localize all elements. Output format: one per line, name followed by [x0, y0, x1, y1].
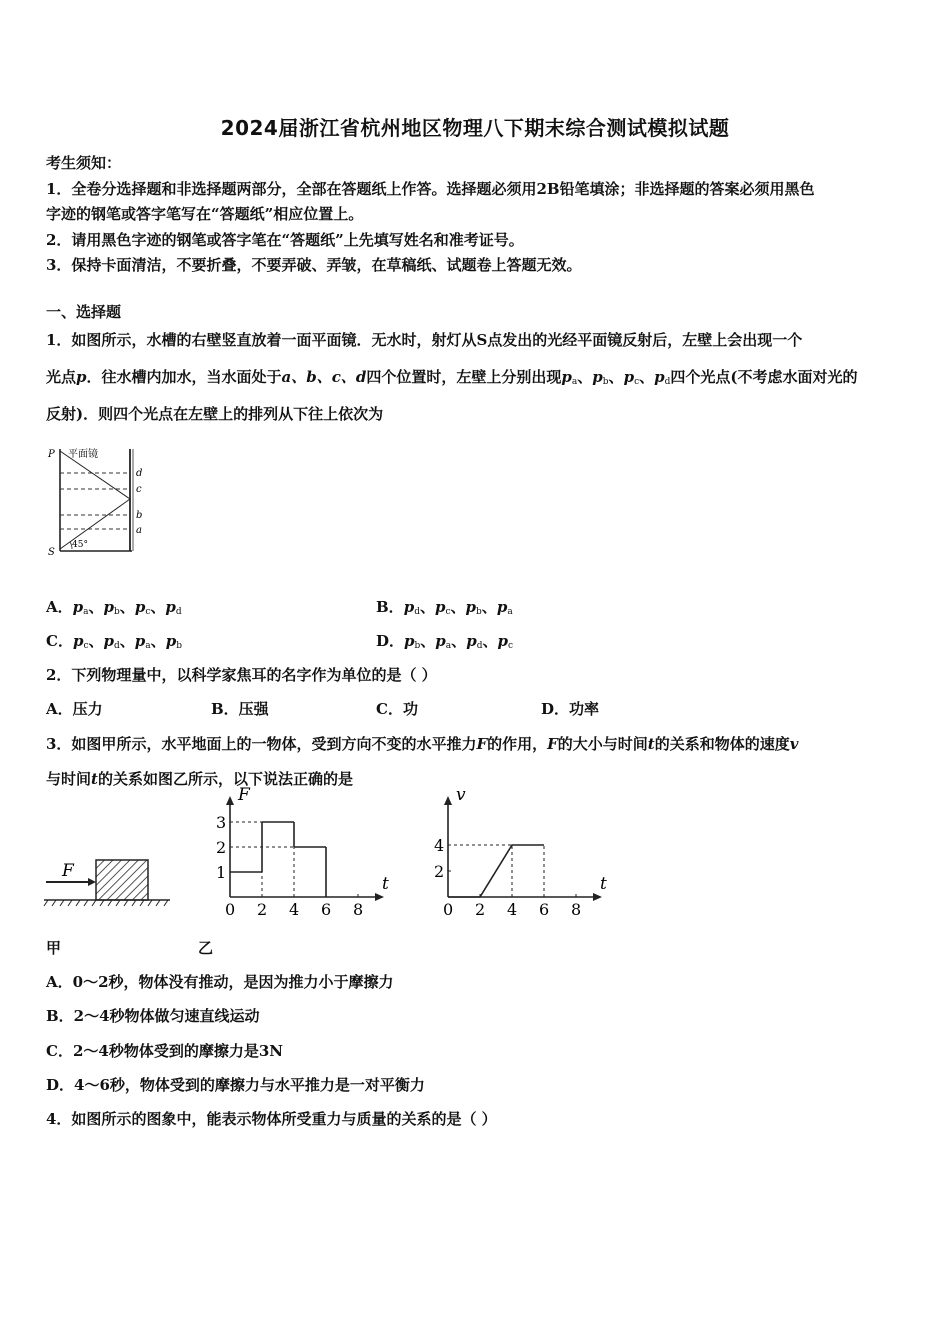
q3-stem-line2: 与时间t的关系如图乙所示，以下说法正确的是 — [46, 770, 353, 788]
x-tick-label: 6 — [321, 900, 332, 919]
x-tick-label: 8 — [571, 900, 582, 919]
y-tick-label: 1 — [216, 863, 227, 882]
y-axis-label: F — [238, 785, 250, 805]
q3-figure-label-yi: 乙 — [198, 939, 214, 957]
q1-stem-line2 — [46, 366, 858, 387]
q3-figure-label-jia: 甲 — [46, 939, 62, 957]
section-heading: 一、选择题 — [46, 303, 122, 321]
x-tick-label: 4 — [507, 900, 518, 919]
force-label: F — [62, 861, 74, 881]
y-tick-label: 3 — [216, 813, 227, 832]
level-label-b: b — [136, 510, 143, 521]
notice-item-2: 2．请用黑色字迹的钢笔或答字笔在“答题纸”上先填写姓名和准考证号。 — [46, 231, 524, 249]
x-tick-label: 4 — [289, 900, 300, 919]
y-axis-arrow — [226, 796, 234, 805]
q3-force-time-chart — [210, 785, 400, 922]
force-arrow-head — [88, 878, 96, 886]
q3-option-d[interactable]: D．4～6秒，物体受到的摩擦力与水平推力是一对平衡力 — [46, 1076, 425, 1094]
y-axis-label: v — [456, 785, 466, 805]
notice-item-1-cont: 字迹的钢笔或答字笔写在“答题纸”相应位置上。 — [46, 205, 364, 223]
q1-text: ．往水槽内加水，当水面处于 — [86, 368, 282, 386]
x-axis-arrow — [375, 893, 384, 901]
level-label-d: d — [136, 468, 143, 479]
q1-text: 光点 — [46, 368, 77, 386]
q3-option-b[interactable]: B．2～4秒物体做匀速直线运动 — [46, 1007, 260, 1025]
q2-option-b[interactable]: B．压强 — [211, 700, 269, 718]
x-tick-label: 2 — [257, 900, 268, 919]
x-tick-label: 2 — [475, 900, 486, 919]
q1-points-list: $p_a$、$p_b$、$p_c$、$p_d$ — [561, 368, 671, 387]
page-title: 2024届浙江省杭州地区物理八下期末综合测试模拟试题 — [220, 116, 730, 140]
x-tick-label: 0 — [443, 900, 454, 919]
q1-option-b[interactable]: B．$p_d$、$p_c$、$p_b$、$p_a$ — [376, 598, 513, 617]
mirror-label: 平面镜 — [68, 449, 98, 460]
y-tick-label: 2 — [434, 862, 445, 881]
x-tick-label: 8 — [353, 900, 364, 919]
notice-item-1: 1．全卷分选择题和非选择题两部分，全部在答题纸上作答。选择题必须用2B铅笔填涂；非选择题的答案必须用黑色 — [46, 180, 815, 198]
x-axis-label: t — [382, 874, 389, 894]
x-tick-label: 6 — [539, 900, 550, 919]
q3-option-a[interactable]: A．0～2秒，物体没有推动，是因为推力小于摩擦力 — [46, 973, 394, 991]
q3-stem-line1: 3．如图甲所示，水平地面上的一物体，受到方向不变的水平推力F的作用，F的大小与时间t的关系和物体的速度v — [46, 735, 799, 753]
notice-item-3: 3．保持卡面清洁，不要折叠，不要弄破、弄皱，在草稿纸、试题卷上答题无效。 — [46, 256, 582, 274]
s-label: S — [48, 547, 55, 558]
q1-option-c[interactable]: C．$p_c$、$p_d$、$p_a$、$p_b$ — [46, 632, 182, 651]
q4-stem: 4．如图所示的图象中，能表示物体所受重力与质量的关系的是（ ） — [46, 1110, 497, 1128]
q2-option-a[interactable]: A．压力 — [46, 700, 103, 718]
p-label: P — [48, 449, 55, 460]
x-tick-label: 0 — [225, 900, 236, 919]
angle-label: 45° — [72, 540, 88, 550]
q1-var-p: p — [76, 368, 87, 386]
ground-hatch — [44, 900, 168, 906]
q2-stem: 2．下列物理量中，以科学家焦耳的名字作为单位的是（ ） — [46, 666, 437, 684]
light-ray-in — [60, 499, 130, 549]
level-label-c: c — [136, 484, 142, 495]
q1-text: 四个光点(不考虑水面对光的 — [670, 368, 858, 386]
q1-stem-line3: 反射)．则四个光点在左壁上的排列从下往上依次为 — [46, 405, 384, 423]
x-axis-label: t — [600, 874, 607, 894]
block — [96, 860, 148, 900]
y-tick-label: 4 — [434, 836, 445, 855]
notice-heading: 考生须知： — [46, 154, 122, 172]
y-axis-arrow — [444, 796, 452, 805]
q3-block-figure — [44, 852, 174, 912]
q1-water-tank-figure — [44, 443, 164, 558]
velocity-line — [448, 845, 544, 897]
q1-stem-line1: 1．如图所示，水槽的右壁竖直放着一面平面镜．无水时，射灯从S点发出的光经平面镜反射后，左壁上会出现一个 — [46, 331, 803, 349]
q1-option-d[interactable]: D．$p_b$、$p_a$、$p_d$、$p_c$ — [376, 632, 514, 651]
q2-option-d[interactable]: D．功率 — [541, 700, 600, 718]
q1-text: 四个位置时，左壁上分别出现 — [366, 368, 562, 386]
level-label-a: a — [136, 525, 142, 536]
q2-option-c[interactable]: C．功 — [376, 700, 418, 718]
y-tick-label: 2 — [216, 838, 227, 857]
q1-levels: a、b、c、d — [281, 368, 367, 386]
q1-option-a[interactable]: A．$p_a$、$p_b$、$p_c$、$p_d$ — [46, 598, 182, 617]
q3-option-c[interactable]: C．2～4秒物体受到的摩擦力是3N — [46, 1042, 283, 1060]
q3-velocity-time-chart — [428, 785, 618, 922]
x-axis-arrow — [593, 893, 602, 901]
